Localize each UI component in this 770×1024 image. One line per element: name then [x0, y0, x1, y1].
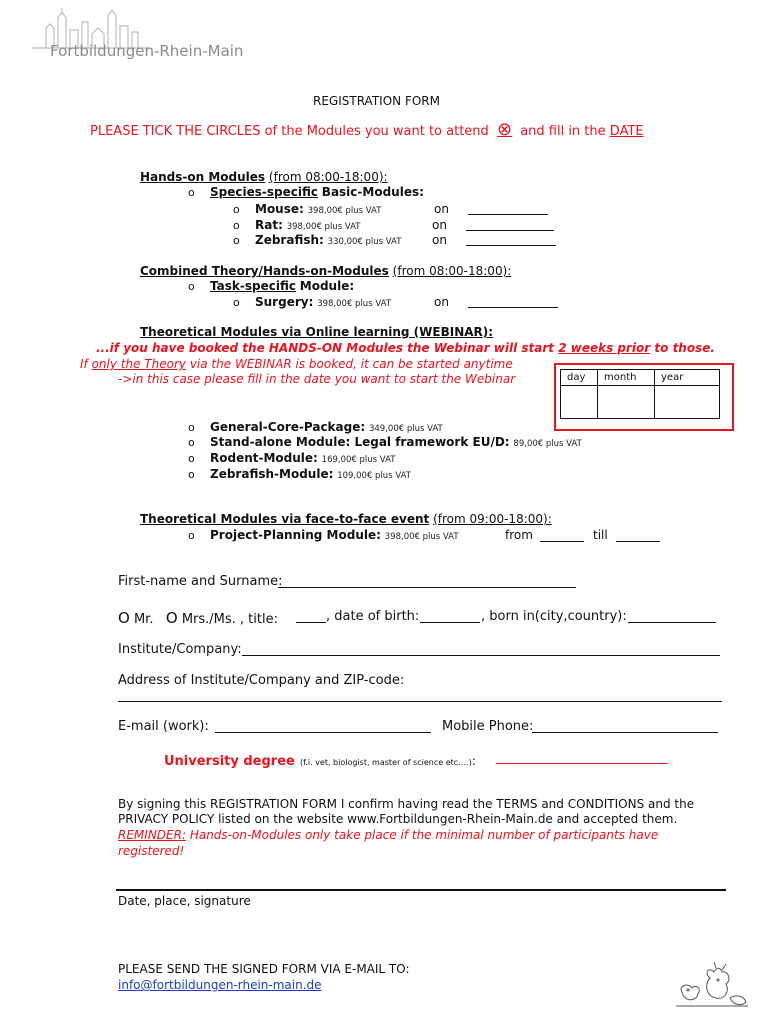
- signature-label: Date, place, signature: [118, 894, 251, 908]
- note-text: via the WEBINAR is booked, it can be started anytime: [189, 357, 513, 371]
- on-label: on: [432, 218, 447, 232]
- title-input[interactable]: [296, 622, 326, 623]
- instruction-prefix: PLEASE TICK THE CIRCLES of the Modules you want to attend: [90, 124, 489, 139]
- on-label: on: [434, 295, 449, 309]
- circle-icon: o: [188, 280, 195, 293]
- f2f-heading: [140, 512, 552, 526]
- date-line[interactable]: [468, 307, 558, 308]
- option-surgery[interactable]: [233, 295, 391, 309]
- name-input[interactable]: [278, 587, 576, 588]
- institute-label: Institute/Company:: [118, 642, 242, 657]
- note-text: to those.: [654, 341, 715, 355]
- option-legal-framework[interactable]: [188, 435, 582, 449]
- combined-sub-u: Task-specific: [210, 279, 296, 293]
- webinar-note1: [96, 341, 715, 355]
- combined-heading-time: (from 08:00-18:00):: [392, 264, 512, 278]
- reminder-text: Hands-on-Modules only take place if the minimal number of participants have: [189, 828, 659, 842]
- from-input[interactable]: [540, 541, 584, 542]
- born-input[interactable]: [628, 622, 716, 623]
- mr-label: Mr.: [133, 612, 154, 627]
- option-rat[interactable]: [233, 218, 360, 232]
- option-name: Zebrafish:: [255, 233, 324, 247]
- circle-icon[interactable]: o: [188, 421, 195, 434]
- circle-icon[interactable]: o: [188, 452, 195, 465]
- option-name: Zebrafish-Module:: [210, 467, 334, 481]
- mr-circle-icon[interactable]: O: [118, 609, 130, 627]
- till-label: till: [593, 528, 608, 542]
- circle-icon[interactable]: o: [233, 296, 240, 309]
- f2f-heading-bold: Theoretical Modules via face-to-face event: [140, 512, 430, 526]
- option-price: 169,00€ plus VAT: [321, 455, 396, 465]
- date-col-month: month: [598, 370, 655, 386]
- on-label: on: [432, 233, 447, 247]
- note-emph: 2 weeks prior: [558, 341, 651, 355]
- note-text: If: [80, 357, 88, 371]
- till-input[interactable]: [616, 541, 660, 542]
- handson-sub-u: Species-specific: [210, 185, 318, 199]
- circle-icon: o: [188, 186, 195, 199]
- month-input[interactable]: [598, 386, 655, 419]
- handson-sub: [188, 185, 424, 199]
- phone-input[interactable]: [532, 732, 718, 733]
- date-line[interactable]: [466, 245, 556, 246]
- degree-hint: (f.i. vet, biologist, master of science etc….): [299, 758, 472, 767]
- option-price: 349,00€ plus VAT: [368, 424, 443, 434]
- degree-colon: :: [471, 754, 476, 768]
- note-emph: only the Theory: [91, 357, 186, 371]
- from-label: from: [505, 528, 533, 542]
- date-col-day: day: [561, 370, 598, 386]
- option-zebrafish-module[interactable]: [188, 467, 411, 481]
- circle-icon[interactable]: o: [233, 234, 240, 247]
- instruction-mid: and fill in the: [520, 124, 606, 139]
- note-text: ...if you have booked the HANDS-ON Modules the Webinar will start: [96, 341, 555, 355]
- option-rodent[interactable]: [188, 451, 395, 465]
- date-line[interactable]: [466, 230, 554, 231]
- option-price: 398,00€ plus VAT: [286, 222, 361, 232]
- name-label: First-name and Surname:: [118, 574, 283, 589]
- combined-sub-rest: Module:: [299, 279, 355, 293]
- date-line[interactable]: [468, 214, 548, 215]
- consent-line2: PRIVACY POLICY listed on the website www.Fortbildungen-Rhein-Main.de and accepted them.: [118, 812, 678, 826]
- circle-icon[interactable]: o: [188, 436, 195, 449]
- option-price: 398,00€ plus VAT: [307, 206, 382, 216]
- option-name: Surgery:: [255, 295, 314, 309]
- option-name: Mouse:: [255, 202, 304, 216]
- reminder: [118, 828, 658, 842]
- option-name: Rat:: [255, 218, 283, 232]
- degree-row: [164, 750, 476, 769]
- circle-icon[interactable]: o: [233, 219, 240, 232]
- mrs-circle-icon[interactable]: O: [165, 609, 178, 627]
- circle-icon[interactable]: o: [233, 203, 240, 216]
- reminder-text2: registered!: [118, 844, 185, 858]
- contact-email-link[interactable]: info@fortbildungen-rhein-main.de: [118, 978, 322, 992]
- option-name: Stand-alone Module: Legal framework EU/D:: [210, 435, 510, 449]
- option-name: Project-Planning Module:: [210, 528, 381, 542]
- animal-doodle-icon: [674, 962, 750, 1010]
- combined-heading-bold: Combined Theory/Hands-on-Modules: [140, 264, 389, 278]
- option-name: General-Core-Package:: [210, 420, 366, 434]
- title-label: , title:: [239, 612, 278, 627]
- dob-label: , date of birth:: [326, 609, 420, 624]
- send-instruction: PLEASE SEND THE SIGNED FORM VIA E-MAIL TO:: [118, 962, 410, 976]
- day-input[interactable]: [561, 386, 598, 419]
- combined-sub: [188, 279, 354, 293]
- phone-label: Mobile Phone:: [442, 719, 534, 734]
- handson-heading: [140, 170, 388, 184]
- option-project-planning[interactable]: [188, 528, 459, 542]
- f2f-heading-time: (from 09:00-18:00):: [433, 512, 552, 526]
- option-general-core[interactable]: [188, 420, 443, 434]
- webinar-note2: [80, 357, 513, 371]
- on-label: on: [434, 202, 449, 216]
- option-price: 398,00€ plus VAT: [384, 532, 459, 542]
- option-zebrafish[interactable]: [233, 233, 401, 247]
- instruction-date: DATE: [609, 124, 644, 139]
- year-input[interactable]: [655, 386, 720, 419]
- webinar-date-table: [560, 369, 720, 419]
- tick-symbol-icon: ⊗: [496, 119, 513, 140]
- address-input[interactable]: [118, 701, 722, 702]
- option-price: 109,00€ plus VAT: [337, 471, 411, 481]
- signature-input[interactable]: [116, 889, 726, 891]
- dob-input[interactable]: [420, 622, 480, 623]
- combined-heading: [140, 264, 511, 278]
- option-mouse[interactable]: [233, 202, 381, 216]
- mrs-label: Mrs./Ms.: [181, 612, 236, 627]
- option-price: 89,00€ plus VAT: [513, 439, 582, 449]
- logo: [22, 8, 252, 62]
- option-price: 398,00€ plus VAT: [317, 299, 391, 309]
- institute-input[interactable]: [242, 655, 720, 656]
- handson-heading-bold: Hands-on Modules: [140, 170, 266, 184]
- degree-label: University degree: [164, 754, 295, 769]
- option-name: Rodent-Module:: [210, 451, 318, 465]
- email-label: E-mail (work):: [118, 719, 209, 734]
- webinar-note3: ->in this case please fill in the date you want to start the Webinar: [118, 372, 516, 386]
- reminder-label: REMINDER:: [118, 828, 186, 842]
- logo-text: Fortbildungen-Rhein-Main: [50, 42, 244, 60]
- degree-input[interactable]: [496, 763, 668, 764]
- circle-icon[interactable]: o: [188, 529, 195, 542]
- handson-sub-rest: Basic-Modules:: [321, 185, 424, 199]
- handson-heading-time: (from 08:00-18:00):: [268, 170, 388, 184]
- date-col-year: year: [655, 370, 720, 386]
- form-title: REGISTRATION FORM: [313, 94, 440, 108]
- salutation-row: [118, 609, 278, 627]
- born-label: , born in(city,country):: [481, 609, 627, 624]
- consent-line1: By signing this REGISTRATION FORM I confirm having read the TERMS and CONDITIONS and the: [118, 797, 695, 811]
- email-input[interactable]: [215, 732, 431, 733]
- instruction: [90, 119, 644, 140]
- webinar-heading: Theoretical Modules via Online learning (WEBINAR):: [140, 325, 494, 339]
- option-price: 330,00€ plus VAT: [327, 237, 402, 247]
- circle-icon[interactable]: o: [188, 468, 195, 481]
- address-label: Address of Institute/Company and ZIP-code:: [118, 673, 405, 688]
